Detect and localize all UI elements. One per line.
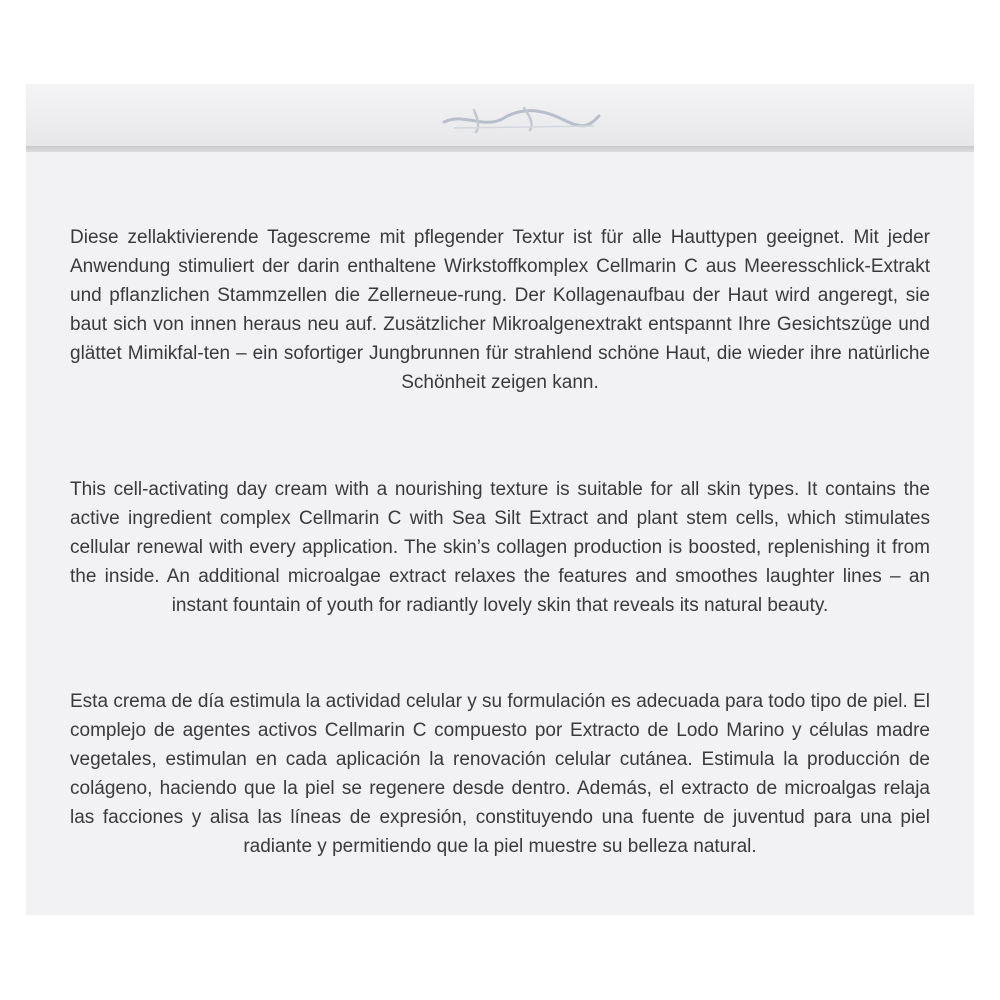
description-spanish: Esta crema de día estimula la actividad celular y su formulación es adecuada para todo tipo de piel. El complejo de agentes activos Cellmarin C compuesto por Extracto de Lodo Marino y células madre vegetales, estimulan en cada aplicación la renovación celular cutánea. Estimula la producción de colágeno, haciendo que la piel se regenere desde dentro. Además, el extracto de microalgas relaja las facciones y alisa las líneas de expresión, constituyendo una fuente de juventud para una piel radiante y permitiendo que la piel muestre su belleza natural. <box>70 691 930 857</box>
box-front-panel <box>26 152 974 915</box>
description-german: Diese zellaktivierende Tagescreme mit pflegender Textur ist für alle Hauttypen geeignet. Mit jeder Anwendung stimuliert der darin enthaltene Wirkstoffkomplex Cellmarin C aus Meeresschlick-Extrakt und pflanzlichen Stammzellen die Zellerneue-rung. Der Kollagenaufbau der Haut wird angeregt, sie baut sich von innen heraus neu auf. Zusätzlicher Mikroalgenextrakt entspannt Ihre Gesichtszüge und glättet Mimikfal-ten – ein sofortiger Jungbrunnen für strahlend schöne Haut, die wieder ihre natürliche Schönheit zeigen kann. <box>70 227 930 393</box>
box-lid <box>26 84 974 150</box>
description-english: This cell-activating day cream with a nourishing texture is suitable for all skin types. It contains the active ingredient complex Cellmarin C with Sea Silt Extract and plant stem cells, which stimulates cellular renewal with every application. The skin’s collagen production is boosted, replenishing it from the inside. An additional microalgae extract relaxes the features and smoothes laughter lines – an instant fountain of youth for radiantly lovely skin that reveals its natural beauty. <box>70 479 930 616</box>
brand-logo-icon <box>434 100 604 136</box>
